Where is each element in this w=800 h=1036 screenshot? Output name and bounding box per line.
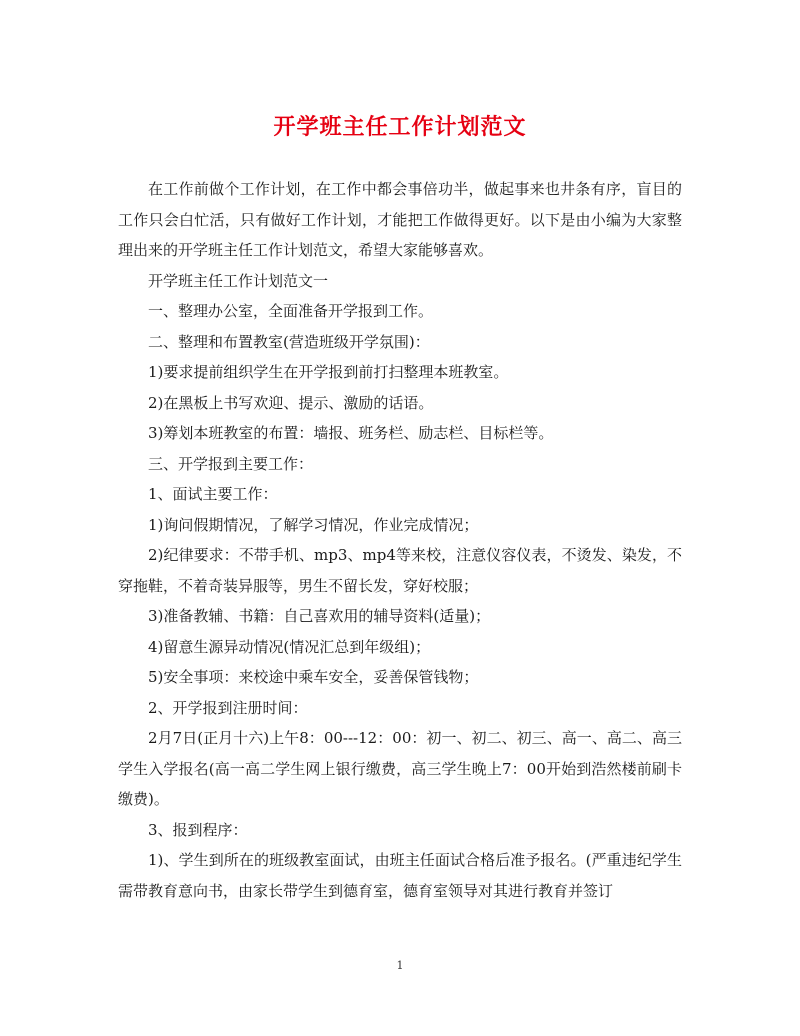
paragraph-item: 3、报到程序： <box>148 820 248 839</box>
paragraph-item: 三、开学报到主要工作： <box>148 454 314 473</box>
paragraph-item: 二、整理和布置教室(营造班级开学氛围)： <box>148 332 430 351</box>
paragraph-item: 3)准备教辅、书籍：自己喜欢用的辅导资料(适量)； <box>148 607 491 625</box>
document-title: 开学班主任工作计划范文 <box>273 114 527 140</box>
page-number: 1 <box>396 959 404 972</box>
document-body <box>118 174 682 906</box>
paragraph-item: 1)询问假期情况，了解学习情况，作业完成情况； <box>148 515 479 534</box>
paragraph-item: 3)筹划本班教室的布置：墙报、班务栏、励志栏、目标栏等。 <box>148 424 554 442</box>
paragraph-item: 2、开学报到注册时间： <box>148 698 308 717</box>
paragraph-item: 1)要求提前组织学生在开学报到前打扫整理本班教室。 <box>148 363 509 381</box>
paragraph-item: 2月7日(正月十六)上午8：00---12：00：初一、初二、初三、高一、高二、高三学生入学报名(高一高二学生网上银行缴费，高三学生晚上7：00开始到浩然楼前刷卡缴费)。 <box>118 729 682 808</box>
paragraph-item: 1)、学生到所在的班级教室面试，由班主任面试合格后准予报名。(严重违纪学生需带教育意向书，由家长带学生到德育室，德育室领导对其进行教育并签订 <box>118 851 682 900</box>
paragraph-item: 2)在黑板上书写欢迎、提示、激励的话语。 <box>148 393 434 412</box>
paragraph-item: 5)安全事项：来校途中乘车安全，妥善保管钱物； <box>148 668 479 686</box>
paragraph-intro: 在工作前做个工作计划，在工作中都会事倍功半，做起事来也井条有序，盲目的工作只会白忙活，只有做好工作计划，才能把工作做得更好。以下是由小编为大家整理出来的开学班主任工作计划范文，希望大家能够喜欢。 <box>118 180 682 259</box>
paragraph-item: 1、面试主要工作： <box>148 485 278 503</box>
paragraph-section-heading: 开学班主任工作计划范文一 <box>148 271 329 290</box>
paragraph-item: 4)留意生源异动情况(情况汇总到年级组)； <box>148 637 431 656</box>
paragraph-item: 2)纪律要求：不带手机、mp3、mp4等来校，注意仪容仪表，不烫发、染发，不穿拖鞋，不着奇装异服等，男生不留长发，穿好校服； <box>118 546 682 595</box>
paragraph-item: 一、整理办公室，全面准备开学报到工作。 <box>148 302 434 320</box>
